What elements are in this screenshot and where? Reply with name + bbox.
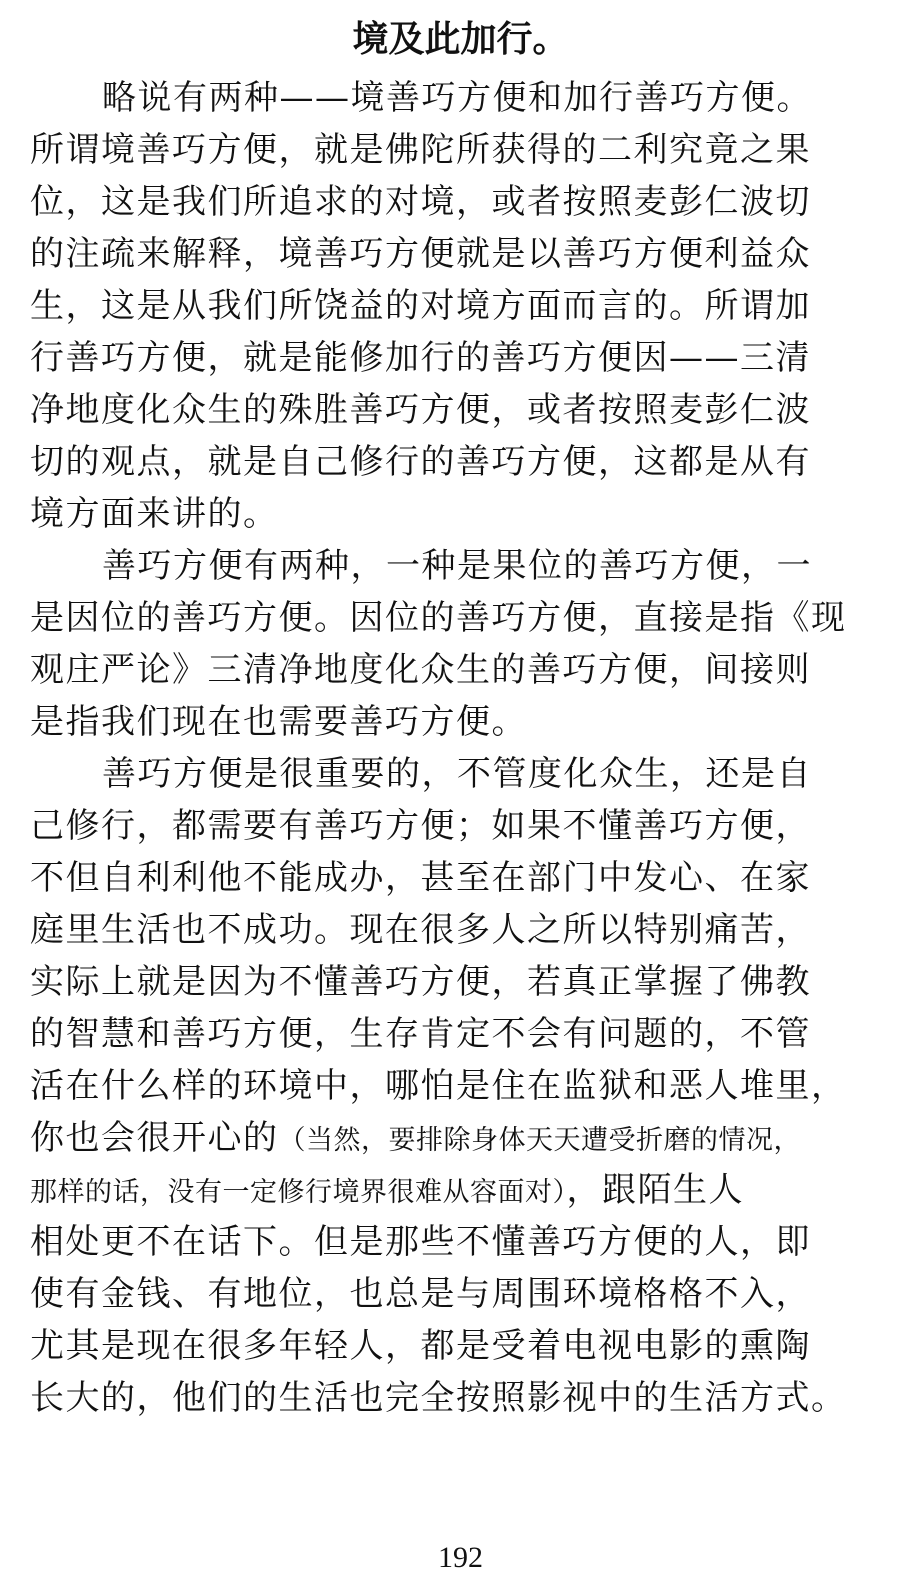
body-text xyxy=(30,72,900,1424)
text-line: 使有金钱、有地位，也总是与周围环境格格不入， xyxy=(30,1274,811,1314)
page-number: 192 xyxy=(438,1541,483,1574)
parenthetical-note: （当然，要排除身体天天遭受折磨的情况， xyxy=(278,1125,801,1156)
text-line: 善巧方便有两种，一种是果位的善巧方便，一 xyxy=(102,546,812,586)
text-line: 庭里生活也不成功。现在很多人之所以特别痛苦， xyxy=(30,910,811,950)
text-line: 切的观点，就是自己修行的善巧方便，这都是从有 xyxy=(30,442,811,482)
text-line: 所谓境善巧方便，就是佛陀所获得的二利究竟之果 xyxy=(30,130,811,170)
text-line xyxy=(30,1164,900,1216)
text-line: 己修行，都需要有善巧方便；如果不懂善巧方便， xyxy=(30,806,811,846)
text-line: 相处更不在话下。但是那些不懂善巧方便的人，即 xyxy=(30,1222,811,1262)
text-line: 活在什么样的环境中，哪怕是住在监狱和恶人堆里， xyxy=(30,1066,847,1106)
parenthetical-note: 那样的话，没有一定修行境界很难从容面对） xyxy=(30,1177,567,1208)
text-line xyxy=(30,1112,900,1164)
text-line: 的智慧和善巧方便，生存肯定不会有问题的，不管 xyxy=(30,1014,811,1054)
text-line: 境方面来讲的。 xyxy=(30,494,279,534)
text-line: 实际上就是因为不懂善巧方便，若真正掌握了佛教 xyxy=(30,962,811,1002)
text-line: 尤其是现在很多年轻人，都是受着电视电影的熏陶 xyxy=(30,1326,811,1366)
page-heading: 境及此加行。 xyxy=(352,19,569,60)
text-line: 生，这是从我们所饶益的对境方面而言的。所谓加 xyxy=(30,286,811,326)
text-line: 是指我们现在也需要善巧方便。 xyxy=(30,702,527,742)
text-line: 是因位的善巧方便。因位的善巧方便，直接是指《现 xyxy=(30,598,847,638)
text-line: 长大的，他们的生活也完全按照影视中的生活方式。 xyxy=(30,1378,847,1418)
text-line: 净地度化众生的殊胜善巧方便，或者按照麦彭仁波 xyxy=(30,390,811,430)
text-line: 位，这是我们所追求的对境，或者按照麦彭仁波切 xyxy=(30,182,811,222)
text-line: 行善巧方便，就是能修加行的善巧方便因——三清 xyxy=(30,338,811,378)
text-segment: ，跟陌生人 xyxy=(566,1170,744,1210)
text-line: 略说有两种——境善巧方便和加行善巧方便。 xyxy=(102,78,812,118)
text-line: 善巧方便是很重要的，不管度化众生，还是自 xyxy=(102,754,812,794)
text-line: 观庄严论》三清净地度化众生的善巧方便，间接则 xyxy=(30,650,811,690)
text-segment: 你也会很开心的 xyxy=(30,1118,279,1158)
text-line: 的注疏来解释，境善巧方便就是以善巧方便利益众 xyxy=(30,234,811,274)
text-line: 不但自利利他不能成办，甚至在部门中发心、在家 xyxy=(30,858,811,898)
